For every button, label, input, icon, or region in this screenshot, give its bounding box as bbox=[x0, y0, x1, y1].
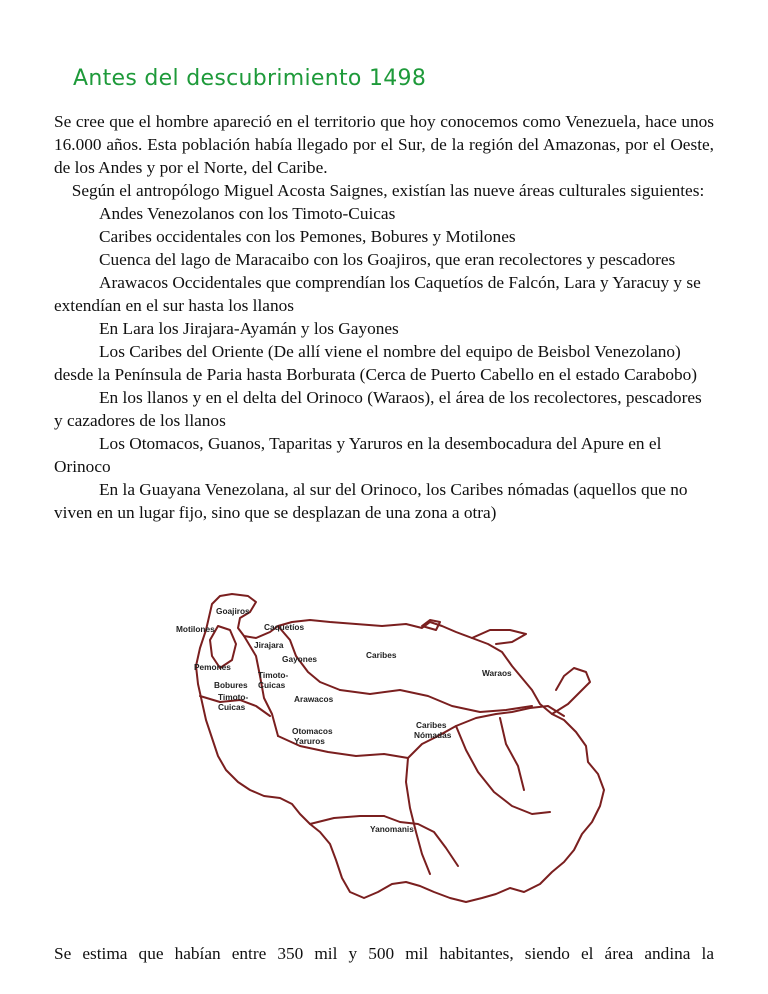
map-label: Bobures bbox=[214, 680, 248, 690]
map-label: Timoto- bbox=[218, 692, 249, 702]
map-label: Waraos bbox=[482, 668, 512, 678]
area-item: Caribes occidentales con los Pemones, Bobures y Motilones bbox=[99, 227, 516, 246]
map-label: Gayones bbox=[282, 654, 318, 664]
area-item: En los llanos y en el delta del Orinoco (Waraos), el área de los recolectores, pescadores y cazadores de los llanos bbox=[54, 388, 702, 430]
map-label: Cuicas bbox=[218, 702, 246, 712]
division-line bbox=[340, 690, 532, 712]
caribes-nomadas-region bbox=[500, 718, 524, 790]
caribes-nomadas-region bbox=[456, 726, 550, 814]
map-label: Otomacos bbox=[292, 726, 333, 736]
lead-paragraph: Según el antropólogo Miguel Acosta Saignes, existían las nueve áreas culturales siguientes: bbox=[71, 181, 705, 200]
area-item: Andes Venezolanos con los Timoto-Cuicas bbox=[99, 204, 396, 223]
map-label: Arawacos bbox=[294, 694, 334, 704]
orinoco-river bbox=[406, 758, 430, 874]
map-label: Yanomanis bbox=[370, 824, 414, 834]
area-item: Arawacos Occidentales que comprendían los Caquetíos de Falcón, Lara y Yaracuy y se extendían en el sur hasta los llanos bbox=[54, 273, 701, 315]
map-label: Yaruros bbox=[294, 736, 325, 746]
map-label: Motilones bbox=[176, 624, 215, 634]
division-line bbox=[310, 816, 384, 824]
intro-paragraph: Se cree que el hombre apareció en el territorio que hoy conocemos como Venezuela, hace unos 16.000 años. Esta población había llegado por el Sur, de la región del Amazonas, por el Oeste, de los Andes y por el Norte, del Caribe. bbox=[54, 112, 714, 177]
map-label: Cuicas bbox=[258, 680, 286, 690]
area-item: En Lara los Jirajara-Ayamán y los Gayones bbox=[99, 319, 399, 338]
body-text bbox=[54, 110, 714, 524]
page-title: Antes del descubrimiento 1498 bbox=[73, 66, 427, 91]
area-item: Los Caribes del Oriente (De allí viene el nombre del equipo de Beisbol Venezolano) desde la Península de Paria hasta Borburata (Cerca de Puerto Cabello en el estado Carabobo) bbox=[54, 342, 698, 384]
map-label: Pemones bbox=[194, 662, 231, 672]
area-item: Cuenca del lago de Maracaibo con los Goajiros, que eran recolectores y pescadores bbox=[99, 250, 676, 269]
closing-paragraph: Se estima que habían entre 350 mil y 500 mil habitantes, siendo el área andina la bbox=[54, 944, 714, 963]
venezuela-map bbox=[160, 586, 616, 908]
area-item: En la Guayana Venezolana, al sur del Orinoco, los Caribes nómadas (aquellos que no viven en un lugar fijo, sino que se desplazan de una zona a otra) bbox=[54, 480, 688, 522]
area-item: Los Otomacos, Guanos, Taparitas y Yaruros en la desembocadura del Apure en el Orinoco bbox=[54, 434, 662, 476]
map-label: Timoto- bbox=[258, 670, 289, 680]
delta-outline bbox=[552, 668, 590, 714]
map-label: Jirajara bbox=[254, 640, 284, 650]
map-label: Caquetíos bbox=[264, 622, 305, 632]
map-label: Caribes bbox=[366, 650, 397, 660]
map-label: Goajiros bbox=[216, 606, 250, 616]
map-label: Caribes bbox=[416, 720, 447, 730]
map-label: Nómadas bbox=[414, 730, 452, 740]
